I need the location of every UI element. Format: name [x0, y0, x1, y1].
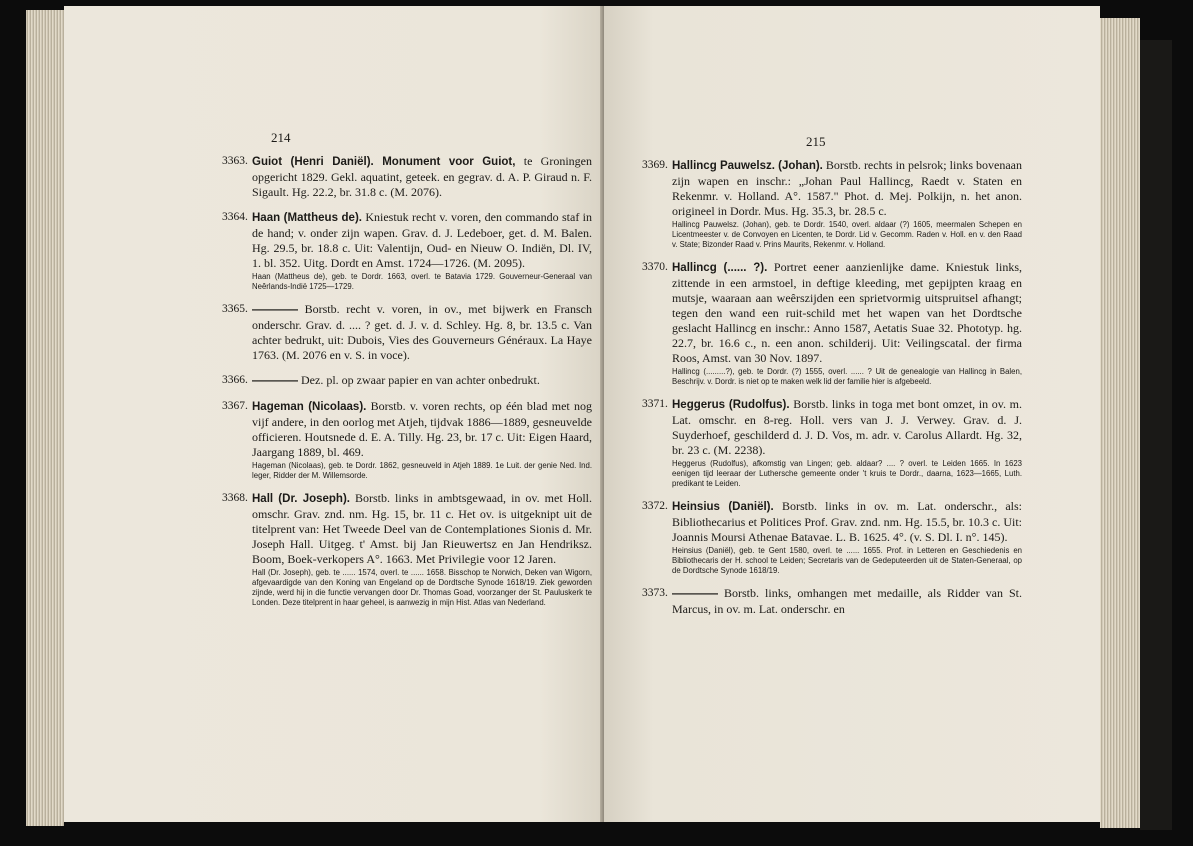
- entry-number: 3366.: [222, 374, 248, 386]
- entry-body: [672, 586, 1022, 617]
- entry-body: [672, 260, 1022, 366]
- entry-description: Borstb. v. voren rechts, op één blad met nog vijf andere, in den oorlog met Atjeh, tijdvak 1886—1889, gesneuvelde officieren. Houtsnede d. E. A. Tilly. Hg. 23, br. 17 c. Uit: Eigen Haard, Jaargang 1889, bl. 469.: [252, 399, 593, 459]
- entry-note: Hallincg Pauwelsz. (Johan), geb. te Dordr. 1540, overl. aldaar (?) 1605, meermalen Schepen en Licentmeester v. de Convoyen en Licenten, te Dordr. Lid v. Gecomm. Raden v. Holl. en v. den Raad v. State; Bizonder Raad v. Prins Maurits, Rekenmr. v. Holland.: [672, 220, 1022, 249]
- entry-heading: ————: [252, 304, 298, 316]
- left-entries: [222, 154, 592, 618]
- entry-body: [252, 210, 592, 271]
- right-page: [604, 6, 1100, 822]
- entry-note: Hageman (Nicolaas), geb. te Dordr. 1862, gesneuveld in Atjeh 1889. 1e Luit. der genie Ned. Ind. leger, Ridder der M. Willemsorde.: [252, 461, 592, 480]
- entry-note: Haan (Mattheus de), geb. te Dordr. 1663, overl. te Batavia 1729. Gouverneur-Generaal van Neêrlands-Indië 1725—1729.: [252, 272, 592, 291]
- entry-number: 3363.: [222, 155, 248, 167]
- entry-number: 3371.: [642, 398, 668, 410]
- catalog-entry: [642, 586, 1022, 617]
- entry-description: Borstb. links, omhangen met medaille, als Ridder van St. Marcus, in ov. m. Lat. onderschr. en: [672, 586, 1023, 616]
- right-entries: [642, 158, 1022, 627]
- entry-note: Hall (Dr. Joseph), geb. te ...... 1574, overl. te ...... 1658. Bisschop te Norwich, Deken van Wigorn, afgevaardigde van den Koning van Engeland op de Dordtsche Synode 1618/19. Ziek geworden zijnde, werd hij in die functie vervangen door Dr. Thomas Goad, voorzanger der St. Pauluskerk te Londen. Deze titelprent in haar geheel, is aanwezig in mijn Hist. Atlas van Nederland.: [252, 568, 592, 607]
- entry-body: [252, 154, 592, 200]
- entry-body: [672, 158, 1022, 219]
- entry-description: Borstb. links in ambtsgewaad, in ov. met Holl. omschr. Grav. znd. nm. Hg. 15, br. 11 c. Het ov. is uitgeknipt uit de titelprent van: Het Tweede Deel van de Contemplationes Sionis d. Mr. Joseph Hall. Uitgeg. t' Amst. bij Jan Rieuwertsz en Jan Hendriksz. Boom, Boek-verkopers A°. 1663. Met Privilegie voor 12 Jaren.: [252, 491, 593, 566]
- catalog-entry: [222, 399, 592, 481]
- right-page-edges: [1100, 18, 1140, 828]
- catalog-entry: [642, 499, 1022, 576]
- entry-heading: ————: [252, 375, 298, 387]
- catalog-entry: [222, 373, 592, 389]
- catalog-entry: [642, 397, 1022, 489]
- entry-heading: Hallincg Pauwelsz. (Johan).: [672, 160, 823, 172]
- entry-number: 3368.: [222, 492, 248, 504]
- entry-number: 3370.: [642, 261, 668, 273]
- catalog-entry: [222, 491, 592, 608]
- catalog-entry: [222, 302, 592, 363]
- entry-description: Borstb. links in toga met bont omzet, in ov. m. Lat. omschr. en 8-reg. Holl. vers van J. J. Verwey. Grav. d. J. Suyderhoef, geschilderd d. J. D. Vos, m. adr. v. Carolus Allardt. Hg. 32, br. 23 c. (M. 2238).: [672, 397, 1023, 457]
- entry-body: [252, 302, 592, 363]
- entry-body: [672, 499, 1022, 545]
- page-number-left: 214: [271, 130, 291, 145]
- entry-description: Borstb. rechts in pelsrok; links bovenaan zijn wapen en inschr.: „Johan Paul Hallincg, Raedt v. Staten en Rekenmr. v. Holland. A°. 1587." Phot. d. Mej. Polkijn, n. het anon. origineel in Dordr. Mus. Hg. 35.3, br. 28.5 c.: [672, 158, 1023, 218]
- page-number-right: 215: [806, 134, 826, 149]
- entry-description: Kniestuk recht v. voren, den commando staf in de hand; v. onder zijn wapen. Grav. d. J. Ledeboer, get. d. M. Balen. Hg. 29.5, br. 18.8 c. Uit: Valentijn, Oud- en Nieuw O. Indiën, Dl. IV, 1. bl. 352. Uitg. Dordt en Amst. 1724—1726. (M. 2095).: [252, 210, 592, 270]
- entry-number: 3369.: [642, 159, 668, 171]
- entry-note: Heggerus (Rudolfus), afkomstig van Lingen; geb. aldaar? .... ? overl. te Leiden 1665. In 1623 eenigen tijd leeraar der Luthersche gemeente onder 't kruis te Dordr., daarna, 1623—1665, Luth. predikant te Leiden.: [672, 459, 1022, 488]
- book-cover: [1140, 40, 1172, 830]
- entry-body: [252, 399, 592, 460]
- entry-heading: Guiot (Henri Daniël). Monument voor Guiot,: [252, 156, 516, 168]
- left-page-edges: [26, 10, 64, 826]
- entry-number: 3373.: [642, 587, 668, 599]
- entry-number: 3372.: [642, 500, 668, 512]
- entry-heading: Hallincg (...... ?).: [672, 262, 768, 274]
- entry-heading: ————: [672, 588, 718, 600]
- entry-note: Hallincg (.........?), geb. te Dordr. (?) 1555, overl. ...... ? Uit de genealogie van Hallincg in Balen, Beschrijv. v. Dordr. is niet op te maken welk lid der familie hier is afgebeeld.: [672, 367, 1022, 386]
- catalog-entry: [222, 210, 592, 292]
- entry-description: te Groningen opgericht 1829. Gekl. aquatint, geteek. en gegrav. d. A. P. Giraud n. F. Sigault. Hg. 22.2, br. 31.8 c. (M. 2076).: [252, 154, 593, 199]
- entry-body: [252, 491, 592, 567]
- entry-description: Portret eener aanzienlijke dame. Kniestuk links, zittende in een armstoel, in deftige kleeding, met gepijpten kraag en mutsje, waaraan aan weêrszijden een sprietvormig uitspruitsel afhangt; tegen den wand een ruit-schild met het wapen van het Dordtsche geslacht Hallincg en inschr.: Anno 1587, Aetatis Suae 32. Phototyp. hg. 22.7, br. 16.6 c., n. een anon. schilderij. Uit: Veilingscatal. der firma Roos, Amst. van 30 Nov. 1897.: [672, 260, 1022, 365]
- entry-note: Heinsius (Daniël), geb. te Gent 1580, overl. te ...... 1655. Prof. in Letteren en Geschiedenis en Bibliothecaris der H. school te Leiden; Secretaris van de Gedeputeerden uit de Staten-Generaal, op de Dordtsche Synode 1618/19.: [672, 546, 1022, 575]
- entry-description: Dez. pl. op zwaar papier en van achter onbedrukt.: [301, 373, 540, 387]
- entry-heading: Heinsius (Daniël).: [672, 501, 774, 513]
- catalog-entry: [642, 260, 1022, 387]
- entry-heading: Haan (Mattheus de).: [252, 212, 362, 224]
- entry-heading: Hageman (Nicolaas).: [252, 401, 367, 413]
- left-page: [64, 6, 604, 822]
- entry-heading: Hall (Dr. Joseph).: [252, 493, 350, 505]
- entry-body: [252, 373, 592, 389]
- entry-number: 3364.: [222, 211, 248, 223]
- entry-description: Borstb. links in ov. m. Lat. onderschr., als: Bibliothecarius et Politices Prof. Grav. znd. nm. Hg. 15.5, br. 10.3 c. Uit: Joannis Moursi Athenae Batavae. L. B. 1625. 4°. (v. S. Dl. I. n°. 145).: [672, 499, 1022, 544]
- entry-number: 3365.: [222, 303, 248, 315]
- entry-body: [672, 397, 1022, 458]
- entry-number: 3367.: [222, 400, 248, 412]
- catalog-entry: [642, 158, 1022, 250]
- catalog-entry: [222, 154, 592, 200]
- entry-heading: Heggerus (Rudolfus).: [672, 399, 790, 411]
- entry-description: Borstb. recht v. voren, in ov., met bijwerk en Fransch onderschr. Grav. d. .... ? get. d. J. v. d. Schley. Hg. 8, br. 13.5 c. Van achter bedrukt, uit: Dubois, Vies des Gouverneurs Généraux. La Haye 1763. (M. 2076 en v. S. in voce).: [252, 302, 592, 362]
